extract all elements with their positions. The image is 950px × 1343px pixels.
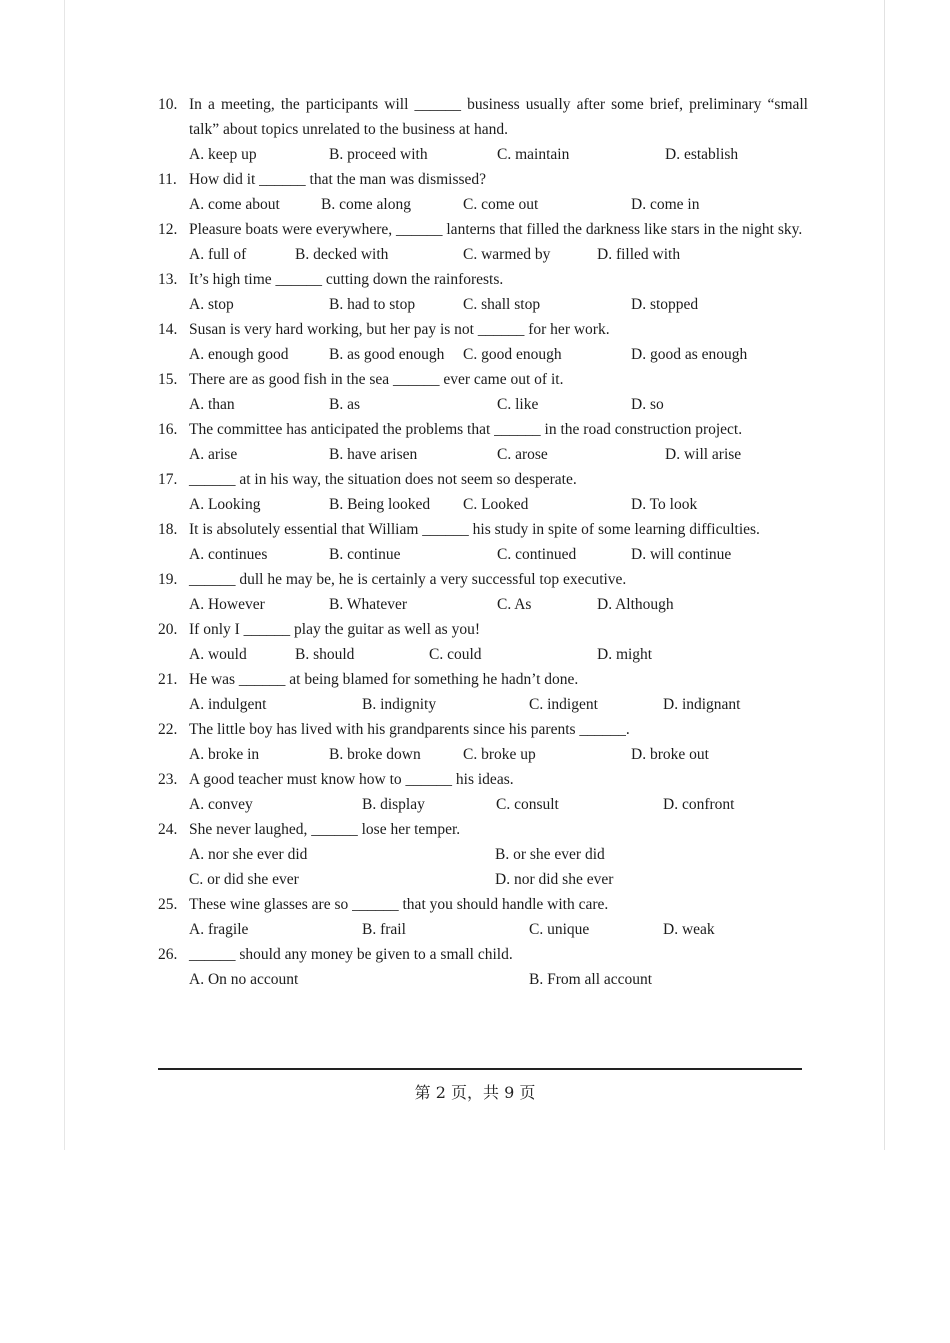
question-23	[158, 767, 808, 817]
option-c[interactable]: C. consult	[496, 796, 559, 813]
option-d[interactable]: D. will arise	[665, 446, 742, 463]
option-c[interactable]: C. good enough	[463, 346, 562, 363]
option-b[interactable]: B. indignity	[362, 696, 437, 713]
option-a[interactable]: A. would	[189, 646, 247, 663]
question-number: 13.	[158, 271, 178, 288]
option-d[interactable]: D. confront	[663, 796, 735, 813]
question-17	[158, 467, 808, 517]
option-a[interactable]: A. arise	[189, 446, 238, 463]
option-b[interactable]: B. decked with	[295, 246, 389, 263]
option-row	[189, 242, 808, 267]
option-a[interactable]: A. However	[189, 596, 265, 613]
question-stem: There are as good fish in the sea ______ ever came out of it.	[189, 371, 564, 388]
option-a[interactable]: A. come about	[189, 196, 280, 213]
option-c[interactable]: C. like	[497, 396, 539, 413]
question-26	[158, 942, 808, 992]
option-row	[189, 442, 808, 467]
option-d[interactable]: D. Although	[597, 596, 674, 613]
option-a[interactable]: A. broke in	[189, 746, 260, 763]
option-a[interactable]: A. fragile	[189, 921, 249, 938]
question-24	[158, 817, 808, 892]
option-b[interactable]: B. Being looked	[329, 496, 431, 513]
option-d[interactable]: D. good as enough	[631, 346, 748, 363]
option-c[interactable]: C. arose	[497, 446, 548, 463]
option-c[interactable]: C. warmed by	[463, 246, 551, 263]
option-row	[189, 342, 808, 367]
question-stem: ______ should any money be given to a small child.	[189, 946, 513, 963]
question-number: 21.	[158, 671, 178, 688]
option-row	[189, 392, 808, 417]
option-d[interactable]: D. will continue	[631, 546, 732, 563]
option-b[interactable]: B. frail	[362, 921, 406, 938]
question-18	[158, 517, 808, 567]
option-a[interactable]: A. keep up	[189, 146, 257, 163]
question-number: 18.	[158, 521, 178, 538]
option-c[interactable]: C. unique	[529, 921, 590, 938]
option-b[interactable]: B. broke down	[329, 746, 421, 763]
question-sheet	[158, 92, 808, 992]
option-row	[189, 542, 808, 567]
option-d[interactable]: D. might	[597, 646, 653, 663]
option-row	[189, 967, 808, 992]
option-c[interactable]: C. could	[429, 646, 482, 663]
option-b[interactable]: B. as good enough	[329, 346, 445, 363]
option-d[interactable]: D. stopped	[631, 296, 699, 313]
option-a[interactable]: A. On no account	[189, 971, 299, 988]
option-b[interactable]: B. had to stop	[329, 296, 416, 313]
option-a[interactable]: A. full of	[189, 246, 247, 263]
question-number: 15.	[158, 371, 178, 388]
option-a[interactable]: A. nor she ever did	[189, 846, 308, 863]
option-row	[189, 592, 808, 617]
option-a[interactable]: A. convey	[189, 796, 253, 813]
question-number: 19.	[158, 571, 178, 588]
question-number: 26.	[158, 946, 178, 963]
option-a[interactable]: A. than	[189, 396, 235, 413]
question-10	[158, 92, 808, 167]
option-c[interactable]: C. shall stop	[463, 296, 541, 313]
option-c[interactable]: C. maintain	[497, 146, 570, 163]
question-stem: It’s high time ______ cutting down the rainforests.	[189, 271, 504, 288]
option-c[interactable]: C. Looked	[463, 496, 529, 513]
option-d[interactable]: D. weak	[663, 921, 715, 938]
option-b[interactable]: B. or she ever did	[495, 846, 605, 863]
question-15	[158, 367, 808, 417]
option-row	[189, 917, 808, 942]
option-a[interactable]: A. Looking	[189, 496, 261, 513]
option-b[interactable]: B. come along	[321, 196, 411, 213]
option-a[interactable]: A. stop	[189, 296, 234, 313]
question-stem: A good teacher must know how to ______ his ideas.	[189, 771, 514, 788]
option-row	[189, 642, 808, 667]
option-b[interactable]: B. proceed with	[329, 146, 428, 163]
question-19	[158, 567, 808, 617]
option-c[interactable]: C. As	[497, 596, 532, 613]
option-row	[189, 867, 808, 892]
question-stem: In a meeting, the participants will ______ business usually after some brief, preliminary “small talk” about topics unrelated to the business at hand.	[189, 96, 808, 138]
option-a[interactable]: A. enough good	[189, 346, 289, 363]
option-row	[189, 742, 808, 767]
question-number: 14.	[158, 321, 178, 338]
question-number: 20.	[158, 621, 178, 638]
question-number: 23.	[158, 771, 178, 788]
option-c[interactable]: C. broke up	[463, 746, 536, 763]
option-d[interactable]: D. To look	[631, 496, 698, 513]
question-stem: He was ______ at being blamed for something he hadn’t done.	[189, 671, 579, 688]
option-d[interactable]: D. broke out	[631, 746, 709, 763]
question-number: 10.	[158, 96, 178, 113]
question-25	[158, 892, 808, 942]
question-13	[158, 267, 808, 317]
question-stem: It is absolutely essential that William ______ his study in spite of some learning difficulties.	[189, 521, 760, 538]
option-row	[189, 792, 808, 817]
option-d[interactable]: D. nor did she ever	[495, 871, 614, 888]
question-number: 24.	[158, 821, 178, 838]
option-row	[189, 492, 808, 517]
question-21	[158, 667, 808, 717]
scan-edge-left	[64, 0, 65, 1150]
question-12	[158, 217, 808, 267]
question-16	[158, 417, 808, 467]
option-a[interactable]: A. indulgent	[189, 696, 267, 713]
option-row	[189, 842, 808, 867]
page-number: 第 2 页，共 9 页	[414, 1083, 536, 1102]
question-stem: She never laughed, ______ lose her temper.	[189, 821, 461, 838]
question-number: 11.	[158, 171, 177, 188]
option-a[interactable]: A. continues	[189, 546, 268, 563]
question-stem: If only I ______ play the guitar as well as you!	[189, 621, 480, 638]
option-d[interactable]: D. indignant	[663, 696, 741, 713]
footer-rule	[158, 1068, 802, 1070]
option-b[interactable]: B. From all account	[529, 971, 653, 988]
option-row	[189, 142, 808, 167]
question-stem: Susan is very hard working, but her pay is not ______ for her work.	[189, 321, 610, 338]
question-number: 16.	[158, 421, 178, 438]
option-b[interactable]: B. have arisen	[329, 446, 418, 463]
option-b[interactable]: B. continue	[329, 546, 401, 563]
option-d[interactable]: D. filled with	[597, 246, 681, 263]
question-number: 17.	[158, 471, 178, 488]
option-c[interactable]: C. or did she ever	[189, 871, 299, 888]
option-c[interactable]: C. indigent	[529, 696, 598, 713]
option-row	[189, 292, 808, 317]
question-11	[158, 167, 808, 217]
question-20	[158, 617, 808, 667]
option-b[interactable]: B. Whatever	[329, 596, 408, 613]
question-stem: These wine glasses are so ______ that you should handle with care.	[189, 896, 609, 913]
question-stem: The little boy has lived with his grandparents since his parents ______.	[189, 721, 630, 738]
option-c[interactable]: C. continued	[497, 546, 577, 563]
question-stem: The committee has anticipated the problems that ______ in the road construction project.	[189, 421, 743, 438]
question-stem: Pleasure boats were everywhere, ______ lanterns that filled the darkness like stars in the night sky.	[189, 221, 803, 238]
scan-edge-right	[884, 0, 885, 1150]
option-row	[189, 192, 808, 217]
option-b[interactable]: B. should	[295, 646, 355, 663]
option-d[interactable]: D. so	[631, 396, 664, 413]
question-stem: ______ at in his way, the situation does not seem so desperate.	[189, 471, 577, 488]
question-number: 12.	[158, 221, 178, 238]
question-number: 22.	[158, 721, 178, 738]
option-b[interactable]: B. display	[362, 796, 425, 813]
option-d[interactable]: D. come in	[631, 196, 700, 213]
option-b[interactable]: B. as	[329, 396, 360, 413]
question-stem: How did it ______ that the man was dismissed?	[189, 171, 487, 188]
question-22	[158, 717, 808, 767]
option-row	[189, 692, 808, 717]
question-number: 25.	[158, 896, 178, 913]
question-14	[158, 317, 808, 367]
option-d[interactable]: D. establish	[665, 146, 739, 163]
question-stem: ______ dull he may be, he is certainly a very successful top executive.	[189, 571, 627, 588]
option-c[interactable]: C. come out	[463, 196, 539, 213]
